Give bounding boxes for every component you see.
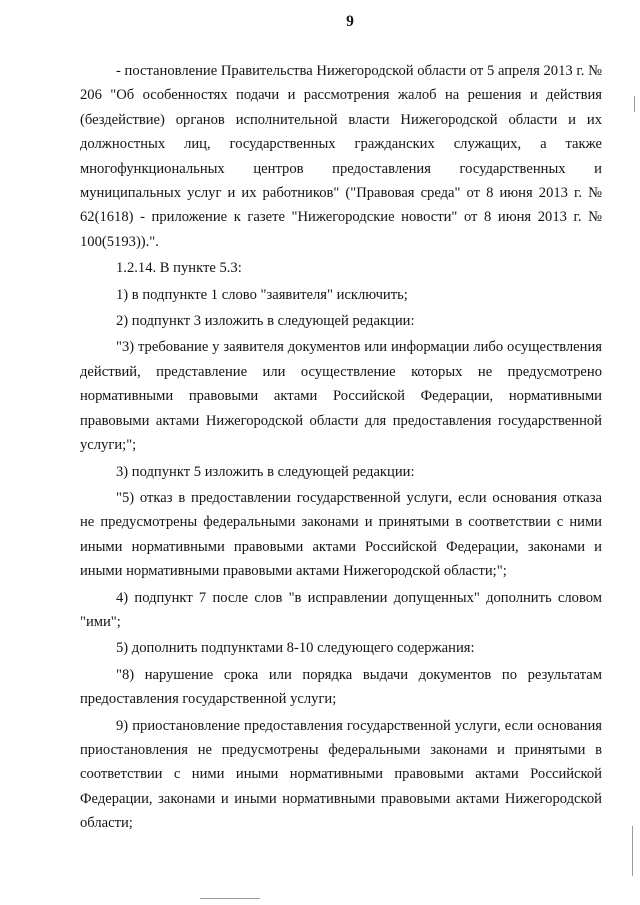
paragraph-clause-1-2-14: 1.2.14. В пункте 5.3: xyxy=(116,260,242,277)
paragraph-quote-item-5: "5) отказ в предоставлении государственной услуги, если основания отказа не предусмотрены федеральными законами и принятыми в соответствии с ними иными нормативными правовыми актами Российской Федерации, законами и иными нормативными правовыми актами Нижегородской области;"; xyxy=(80,489,602,580)
paragraph-item-9: 9) приостановление предоставления государственной услуги, если основания приостановления не предусмотрены федеральными законами и принятыми в соответствии с ними иными нормативными правовыми актами Российской Федерации, законами и иными нормативными правовыми актами Нижегородской области; xyxy=(80,717,602,832)
page-number: 9 xyxy=(346,13,354,30)
document-body xyxy=(80,59,602,836)
paragraph-subitem-1: 1) в подпункте 1 слово "заявителя" исключить; xyxy=(116,286,408,303)
paragraph-quote-item-8: "8) нарушение срока или порядка выдачи документов по результатам предоставления государственной услуги; xyxy=(80,666,602,708)
paragraph-decree-reference: - постановление Правительства Нижегородской области от 5 апреля 2013 г. № 206 "Об особенностях подачи и рассмотрения жалоб на решения и действия (бездействие) органов исполнительной власти Нижегородской области и их должностных лиц, государственных гражданских служащих, а также многофункциональных центров предоставления государственных и муниципальных услуг и их работников" ("Правовая среда" от 8 июня 2013 г. № 62(1618) - приложение к газете "Нижегородские новости" от 8 июня 2013 г. № 100(5193)).". xyxy=(80,63,602,250)
paragraph-subitem-2: 2) подпункт 3 изложить в следующей редакции: xyxy=(116,313,415,330)
paragraph-subitem-3: 3) подпункт 5 изложить в следующей редакции: xyxy=(116,463,415,480)
paragraph-subitem-4: 4) подпункт 7 после слов "в исправлении допущенных" дополнить словом "ими"; xyxy=(80,589,602,630)
paragraph-quote-item-3: "3) требование у заявителя документов или информации либо осуществления действий, представление или осуществление которых не предусмотрено нормативными правовыми актами Российской Федерации, нормативными правовыми актами Нижегородской области для предоставления государственной услуги;"; xyxy=(80,339,602,454)
scan-artifact-bottom-right xyxy=(632,826,633,876)
paragraph-subitem-5: 5) дополнить подпунктами 8-10 следующего содержания: xyxy=(116,640,475,657)
scan-artifact-top-right xyxy=(634,96,635,112)
scan-artifact-bottom-edge xyxy=(200,898,260,899)
